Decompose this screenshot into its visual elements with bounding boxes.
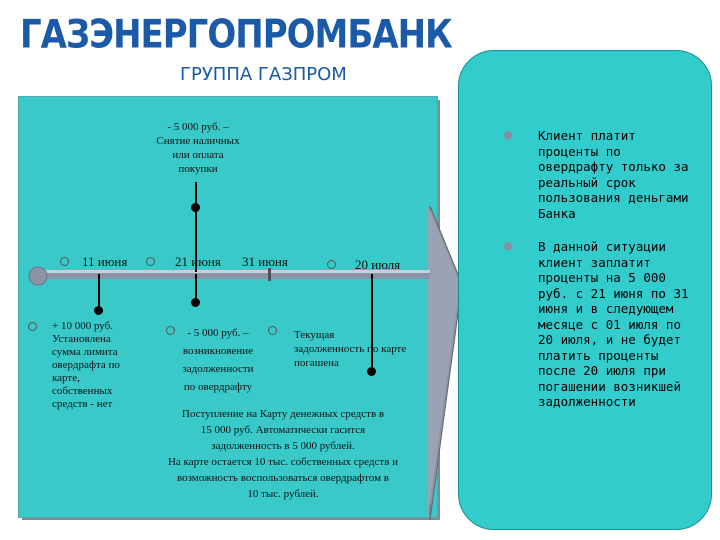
- deposit-note: Поступление на Карту денежных средств в 15 000 руб. Автоматически гасится задолженность в 5 000 рублей. На карте остается 10 тыс. собственных средств и возможность воспользоваться овердрафтом в 10 тыс. рублей.: [167, 408, 399, 500]
- top-note: - 5 000 руб. – Снятие наличных или оплата покупки: [156, 121, 240, 175]
- date-bullet-icon: [327, 260, 336, 269]
- date-label-3: 31 июня: [242, 254, 288, 269]
- bullet-dot-icon: ●: [504, 127, 513, 143]
- info-bullet-text-2: В данной ситуации клиент заплатит проценты на 5 000 руб. с 21 июня по 31 июня и в следующем месяце с 01 июля по 20 июля, и не будет платить проценты после 20 июля при погашении возникшей задолженности: [538, 239, 689, 409]
- info-bullet-1: [504, 128, 700, 221]
- date-bullet-icon: [60, 257, 69, 266]
- date-bullet-icon: [146, 257, 155, 266]
- bank-logo-title: ГАЗЭНЕРГОПРОМБАНК: [20, 12, 452, 58]
- timeline-start-marker: [29, 267, 47, 285]
- info-bullet-2: [504, 239, 700, 410]
- info-bullets: [504, 128, 700, 428]
- limit-note: + 10 000 руб. Установлена сумма лимита овердрафта по карте, собственных средств - нет: [52, 320, 120, 410]
- repaid-note: Текущая задолженность по карте погашена: [294, 329, 407, 369]
- bullet-dot-icon: ●: [504, 238, 513, 254]
- date-label-1: 11 июня: [82, 254, 128, 269]
- debt-note: - 5 000 руб. – возникновение задолженности по овердрафту: [182, 327, 254, 393]
- date-label-2: 21 июня: [175, 254, 221, 269]
- limit-bullet-icon: [28, 322, 37, 331]
- limit-dot: [94, 306, 103, 315]
- debt-dot: [191, 298, 200, 307]
- bank-logo-subtitle: ГРУППА ГАЗПРОМ: [180, 64, 347, 85]
- top-note-dot: [191, 203, 200, 212]
- info-bullet-text-1: Клиент платит проценты по овердрафту только за реальный срок пользования деньгами Банка: [538, 128, 689, 221]
- date-label-4: 20 июля: [355, 257, 401, 272]
